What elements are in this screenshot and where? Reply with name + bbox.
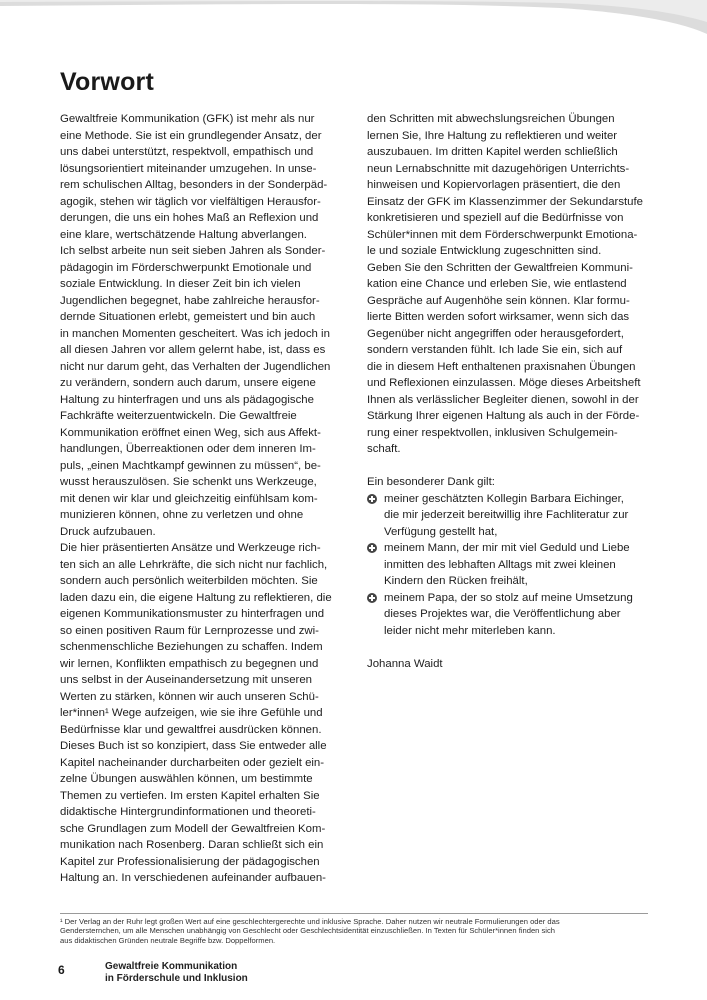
thanks-item	[367, 540, 651, 590]
text-line: schaft.	[367, 443, 401, 455]
text-line: zelne Übungen auswählen können, um bestimmte	[60, 773, 313, 785]
thanks-item-line: Kindern den Rücken freihält,	[384, 575, 528, 587]
footnote	[60, 917, 650, 945]
text-line: lernen Sie, Ihre Haltung zu reflektieren und weiter	[367, 129, 618, 142]
text-line: handlungen, Überreaktionen oder dem inneren Im-	[60, 443, 316, 455]
text-line: eigenen Kommunikationsmuster zu hinterfragen und	[60, 608, 325, 620]
text-line: Haltung zu hinterfragen und uns als pädagogische	[60, 393, 314, 406]
text-line: nicht nur darum geht, das Verhalten der Jugendlichen	[60, 360, 331, 373]
text-line: Fachkräfte weiterzuentwickeln. Die Gewaltfreie	[60, 410, 297, 422]
text-line: kation eine Chance und erleben Sie, wie entlastend	[367, 278, 627, 290]
text-line: Ich selbst arbeite nun seit sieben Jahren als Sonder-	[60, 245, 326, 257]
text-line: Gegenüber nicht angegriffen oder herausgefordert,	[367, 327, 624, 340]
text-line: munikation nach Rosenberg. Daran schließt sich ein	[60, 839, 324, 851]
thanks-list	[367, 491, 651, 640]
text-line: ten sich an alle Lehrkräfte, die sich nicht nur fachlich,	[60, 558, 328, 571]
text-line: sondern auch persönlich weiterbilden möchten. Sie	[60, 575, 318, 587]
text-line: auszubauen. Im dritten Kapitel werden schließlich	[367, 146, 618, 158]
plus-circle-bullet-icon	[367, 593, 377, 603]
text-line: Kapitel nacheinander durcharbeiten oder gezielt ein-	[60, 756, 325, 769]
text-line: lösungsorientiert miteinander umzugehen. In unse-	[60, 162, 317, 175]
text-line: Gewaltfreie Kommunikation (GFK) ist mehr als nur	[60, 113, 315, 125]
text-line: soziale Entwicklung. In dieser Zeit bin ich vielen	[60, 278, 301, 290]
text-line: wusst herauszulösen. Sie schenkt uns Werkzeuge,	[60, 476, 317, 488]
plus-circle-bullet-icon	[367, 494, 377, 504]
right-body-text	[367, 111, 651, 458]
thanks-item	[367, 590, 651, 640]
text-line: den Schritten mit abwechslungsreichen Übungen	[367, 113, 615, 125]
text-line: Die hier präsentierten Ansätze und Werkzeuge rich-	[60, 542, 321, 554]
text-line: le und soziale Entwicklung zugeschnitten sind.	[367, 245, 602, 257]
text-line: Werten zu stärken, können wir auch unseren Schü-	[60, 690, 319, 703]
text-line: Einsatz der GFK im Klassenzimmer der Sekundarstufe	[367, 195, 644, 208]
text-line: konkretisieren und speziell auf die Bedürfnisse von	[367, 212, 624, 224]
header-swoosh-decoration	[0, 0, 707, 60]
plus-circle-bullet-icon	[367, 543, 377, 553]
text-line: puls, „einen Machtkampf gewinnen zu müssen“, be-	[60, 459, 321, 472]
text-line: ¹ Der Verlag an der Ruhr legt großen Wert auf eine geschlechtergerechte und inklusive Sprache. Daher nutzen wir neutrale Formulierungen oder das	[60, 917, 560, 926]
text-line: wir lernen, Konflikten empathisch zu begegnen und	[60, 657, 319, 670]
thanks-item-line: meinem Mann, der mir mit viel Geduld und Liebe	[384, 542, 630, 554]
text-line: pädagogin im Förderschwerpunkt Emotionale und	[60, 261, 312, 274]
text-line: Kapitel zur Professionalisierung der pädagogischen	[60, 855, 320, 868]
text-line: ler*innen¹ Wege aufzeigen, wie sie ihre Gefühle und	[60, 707, 323, 719]
text-line: Druck aufzubauen.	[60, 525, 156, 538]
text-line: munizieren können, ohne zu verletzen und ohne	[60, 509, 304, 521]
text-line: Bedürfnisse klar und gewaltfrei ausdrücken können.	[60, 723, 322, 736]
text-line: Gespräche auf Augenhöhe sein können. Klar formu-	[367, 294, 630, 307]
text-line: Schüler*innen mit dem Förderschwerpunkt Emotiona-	[367, 228, 638, 241]
text-line: und Reflexionen einzulassen. Möge dieses Arbeitsheft	[367, 377, 641, 389]
thanks-item-line: inmitten des lebhaften Alltags mit zwei kleinen	[384, 558, 616, 571]
text-line: lierte Bitten werden sofort wirksamer, wenn sich das	[367, 311, 630, 323]
text-line: agogik, stehen wir täglich vor vielfältigen Herausfor-	[60, 195, 321, 208]
text-line: Geben Sie den Schritten der Gewaltfreien Kommuni-	[367, 261, 633, 274]
text-line: uns dabei unterstützt, respektvoll, empathisch und	[60, 146, 314, 158]
text-line: sondern verstanden fühlt. Ich lade Sie ein, sich auf	[367, 344, 623, 356]
thanks-item-line: meinem Papa, der so stolz auf meine Umsetzung	[384, 591, 633, 604]
thanks-item-line: leider nicht mehr miterleben kann.	[384, 624, 556, 637]
text-line: rem schulischen Alltag, besonders in der Sonderpäd-	[60, 179, 328, 191]
text-line: zu verändern, sondern auch darum, unsere eigene	[60, 377, 316, 389]
text-line: eine Methode. Sie ist ein grundlegender Ansatz, der	[60, 129, 322, 142]
text-line: Haltung an. In verschiedenen aufeinander aufbauen-	[60, 872, 326, 884]
text-line: neun Lernabschnitte mit dazugehörigen Unterrichts-	[367, 162, 630, 175]
text-line: didaktische Hintergrundinformationen und theoreti-	[60, 806, 316, 818]
text-line: die in diesem Heft enthaltenen praxisnahen Übungen	[367, 360, 636, 373]
text-line: mit denen wir klar und gleichzeitig einfühlsam kom-	[60, 492, 318, 505]
text-line: in manchen Momenten gescheitert. Was ich jedoch in	[60, 327, 330, 340]
text-line: Stärkung Ihrer eigenen Haltung als auch in der Förde-	[367, 410, 640, 422]
text-line: Gendersternchen, um alle Menschen unabhängig von Geschlecht oder Geschlechtsidentität einzuschließen. In Texten für Schüler*innen finden sich	[60, 926, 556, 936]
thanks-item-line: die mir jederzeit bereitwillig ihre Fachliteratur zur	[384, 509, 629, 521]
text-line: Dieses Buch ist so konzipiert, dass Sie entweder alle	[60, 740, 327, 752]
thanks-item	[367, 491, 651, 541]
text-line: eine klare, wertschätzende Haltung abverlangen.	[60, 228, 307, 241]
right-text-column	[367, 111, 651, 672]
text-line: aus didaktischen Gründen neutrale Begriffe bzw. Doppelformen.	[60, 935, 276, 945]
text-line: dernde Situationen erlebt, gemeistert und bin auch	[60, 311, 316, 323]
footer-title-line: in Förderschule und Inklusion	[105, 972, 248, 984]
author-signature: Johanna Waidt	[367, 657, 443, 670]
thanks-heading: Ein besonderer Dank gilt:	[367, 476, 495, 488]
footnote-divider	[60, 913, 648, 914]
text-line: laden dazu ein, die eigene Haltung zu reflektieren, die	[60, 591, 332, 604]
text-line: Ihnen als verlässlicher Begleiter dienen, sowohl in der	[367, 393, 639, 406]
text-line: derungen, die uns ein hohes Maß an Reflexion und	[60, 212, 319, 224]
footer-book-title	[105, 961, 248, 984]
text-line: hinweisen und Kopiervorlagen präsentiert, die den	[367, 179, 621, 191]
thanks-item-line: meiner geschätzten Kollegin Barbara Eichinger,	[384, 492, 624, 505]
thanks-item-line: dieses Projektes war, die Veröffentlichung aber	[384, 608, 621, 620]
thanks-item-line: Verfügung gestellt hat,	[384, 525, 498, 538]
text-line: Themen zu vertiefen. Im ersten Kapitel erhalten Sie	[60, 789, 320, 802]
footer-title-line: Gewaltfreie Kommunikation	[105, 961, 238, 972]
text-line: Kommunikation eröffnet einen Weg, sich aus Affekt-	[60, 426, 321, 439]
text-line: sche Grundlagen zum Modell der Gewaltfreien Kom-	[60, 822, 326, 835]
text-line: all diesen Jahren vor allem gelernt habe, ist, dass es	[60, 344, 326, 356]
text-line: uns selbst in der Auseinandersetzung mit unseren	[60, 674, 313, 686]
page-title: Vorwort	[60, 68, 154, 96]
page-number: 6	[58, 963, 65, 977]
text-line: schenmenschliche Beziehungen zu schaffen. Indem	[60, 641, 323, 653]
left-text-column	[60, 111, 344, 887]
text-line: Jugendlichen begegnet, habe zahlreiche herausfor-	[60, 294, 320, 307]
text-line: rung einer respektvollen, inklusiven Schulgemein-	[367, 426, 618, 439]
text-line: so einen positiven Raum für Lernprozesse und zwi-	[60, 624, 319, 637]
